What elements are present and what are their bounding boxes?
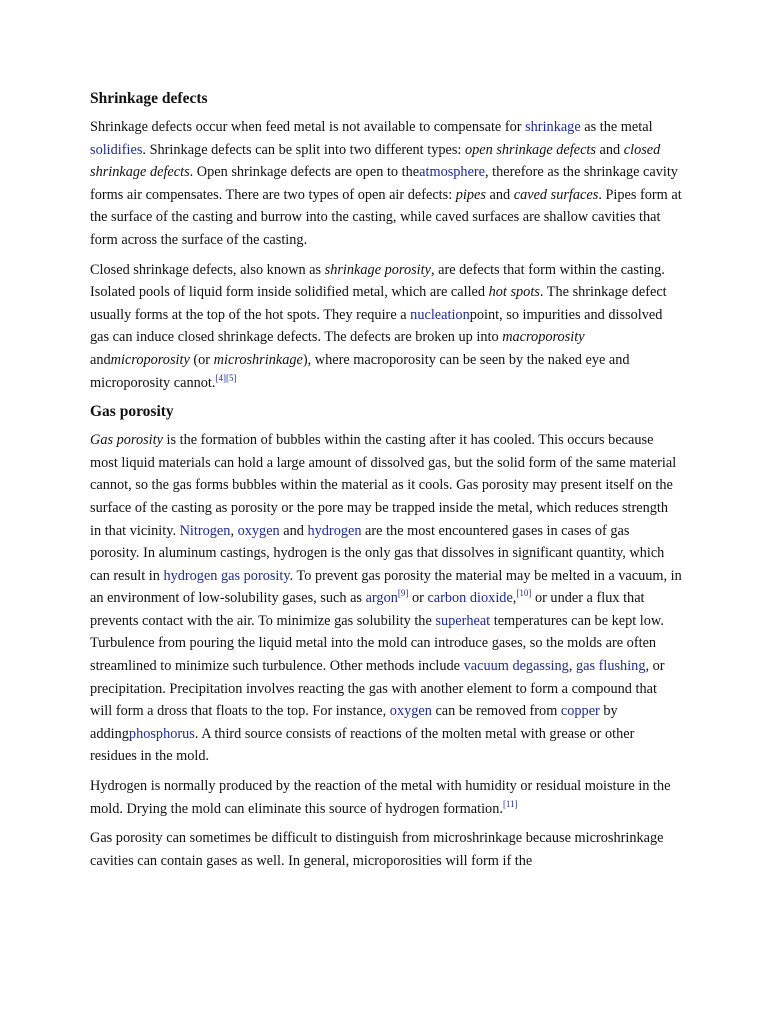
italic-term: macroporosity [502,329,585,346]
text-run: . Open shrinkage defects are open to the [189,164,420,181]
text-run: , [230,522,238,539]
italic-term: caved surfaces [513,186,599,203]
citation [503,799,518,809]
text-run: Closed shrinkage defects, also known as [90,261,325,278]
text-run: (or [189,351,214,368]
inline-link[interactable]: superheat [435,612,491,629]
text-run: . Shrinkage defects can be split into two different types: [142,141,465,158]
text-run: . To prevent gas porosity the material may be melted in a vacuum, in an environment of low-solubility gases, such as [90,567,682,607]
inline-link[interactable]: oxygen [237,522,280,539]
citation [226,373,237,383]
inline-link[interactable]: hydrogen [307,522,362,539]
text-run: Hydrogen is normally produced by the reaction of the metal with humidity or residual moisture in the mold. Drying the mold can eliminate this source of hydrogen formation. [90,778,671,817]
text-run: temperatures can be kept low. Turbulence from pouring the liquid metal into the mold can introduce gases, so the molds are often streamlined to minimize such turbulence. Other methods include [90,612,664,675]
paragraph [90,259,682,395]
text-run: and [90,351,111,368]
inline-link[interactable]: hydrogen gas porosity [163,567,290,584]
text-run: is the formation of bubbles within the casting after it has cooled. This occurs because most liquid materials can hold a large amount of dissolved gas, but the solid form of the same material cannot, so the gas forms bubbles within the material as it cools. Gas porosity may present itself on the surface of the casting as porosity or the pore may be trapped inside the metal, which reduces strength in that vicinity. [90,432,677,539]
inline-link[interactable]: phosphorus [128,725,195,742]
section-shrinkage-defects [90,88,682,394]
section-gas-porosity [90,401,682,872]
text-run: and [485,186,514,203]
section-heading: Gas porosity [90,403,174,421]
text-run: . The shrinkage defect usually forms at the top of the hot spots. They require a [90,284,667,323]
inline-link[interactable]: carbon dioxide [427,590,513,607]
citation-link[interactable]: [9] [397,588,409,599]
text-run: , [568,658,576,675]
text-run: Shrinkage defects occur when feed metal is not available to compensate for [90,119,526,135]
text-run: as the metal [580,119,653,135]
italic-term: hot spots [488,284,540,301]
text-run: can be removed from [431,703,561,720]
italic-term: microshrinkage [213,351,303,368]
text-run: , therefore as the shrinkage cavity forms air compensates. There are two types of open air defects: [90,164,678,203]
paragraph [90,775,682,820]
inline-link[interactable]: nucleation [410,306,470,323]
text-run: Gas porosity can sometimes be difficult to distinguish from microshrinkage because microshrinkage cavities can contain gases as well. In general, microporosities will form if the [90,830,664,869]
citation [215,373,226,383]
section-heading: Shrinkage defects [90,90,208,107]
italic-term: shrinkage porosity [324,261,431,278]
inline-link[interactable]: Nitrogen [179,522,231,539]
text-run: or under a flux that prevents contact with the air. To minimize gas solubility the [90,590,645,629]
text-run: , are defects that form within the casting. Isolated pools of liquid form inside solidified metal, which are called [90,261,665,301]
citation-link[interactable]: [5] [225,372,237,383]
citation-link[interactable]: [4] [215,372,226,383]
italic-term: closed shrinkage defects [90,141,661,181]
paragraph [90,827,682,872]
text-run: ), where macroporosity can be seen by the naked eye and microporosity cannot. [90,351,630,391]
inline-link[interactable]: argon [365,590,398,607]
inline-link[interactable]: atmosphere [419,164,486,181]
text-run: and [279,522,308,539]
citation-link[interactable]: [10] [516,588,532,599]
paragraph [90,116,682,252]
text-run: , or precipitation. Precipitation involves reacting the gas with another element to form a compound that will form a dross that floats to the top. For instance, [90,658,665,720]
text-run: . Pipes form at the surface of the casting and burrow into the casting, while caved surfaces are shallow cavities that form across the surface of the casting. [90,186,682,248]
text-run: point, so impurities and dissolved gas can induce closed shrinkage defects. The defects are broken up into [90,306,663,346]
inline-link[interactable]: solidifies [90,141,143,158]
inline-link[interactable]: copper [560,703,600,720]
text-run: are the most encountered gases in cases of gas porosity. In aluminum castings, hydrogen is the only gas that dissolves in significant quantity, which can result in [90,522,665,584]
italic-term: microporosity [110,351,190,368]
citation-link[interactable]: [11] [502,798,518,809]
text-run: and [595,141,624,158]
text-run: . A third source consists of reactions of the molten metal with grease or other residues in the mold. [90,725,635,765]
italic-term: Gas porosity [90,432,163,449]
inline-link[interactable]: oxygen [389,703,432,720]
inline-link[interactable]: gas flushing [575,658,646,675]
text-run: by adding [90,703,618,742]
italic-term: open shrinkage defects [464,141,596,158]
document-page [90,88,682,879]
inline-link[interactable]: vacuum degassing [463,658,569,675]
text-run: or [408,590,428,607]
paragraph [90,429,682,768]
italic-term: pipes [455,186,486,203]
text-run: , [512,590,517,607]
inline-link[interactable]: shrinkage [525,119,581,135]
citation [398,589,409,599]
citation [516,589,531,599]
